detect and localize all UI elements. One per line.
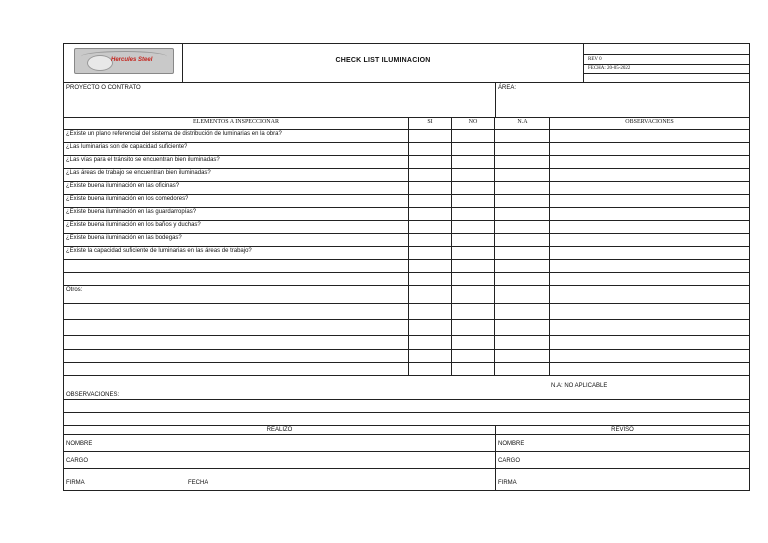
col-divider-no	[451, 117, 452, 375]
signature-divider	[495, 425, 496, 490]
checklist-sheet	[63, 43, 750, 491]
table-row: ¿Las áreas de trabajo se encuentran bien iluminadas?	[66, 170, 211, 176]
table-row: ¿Las luminarias son de capacidad suficiente?	[66, 144, 188, 150]
realizo-label: REALIZÓ	[266, 427, 293, 433]
nombre-label-realizo: NOMBRE	[66, 441, 93, 447]
obs-line	[64, 412, 749, 413]
col-header-na: N.A	[517, 119, 528, 125]
table-row: ¿Existe buena iluminación en los baños y duchas?	[66, 222, 201, 228]
project-row-top	[64, 82, 749, 83]
table-row: ¿Existe buena iluminación en las oficinas?	[66, 183, 180, 189]
rev-divider-top	[584, 54, 749, 55]
header-divider-right	[583, 44, 584, 82]
row-line	[64, 349, 749, 350]
row-line	[64, 259, 749, 260]
firma-label-reviso: FIRMA	[498, 480, 517, 486]
document-title: CHECK LIST ILUMINACION	[335, 57, 431, 64]
area-label: ÁREA:	[498, 85, 517, 91]
observaciones-label: OBSERVACIONES:	[66, 392, 120, 398]
table-row: ¿Existe un plano referencial del sistema de distribución de luminarias en la obra?	[66, 131, 282, 137]
revision-label: REV 0	[588, 57, 602, 62]
nombre-label-reviso: NOMBRE	[498, 441, 525, 447]
col-header-si: SI	[427, 119, 433, 125]
otros-label: Otros:	[66, 287, 83, 293]
row-line	[64, 335, 749, 336]
table-row: ¿Existe la capacidad suficiente de luminarias en las áreas de trabajo?	[66, 248, 252, 254]
table-row: ¿Existe buena iluminación en las guardarropías?	[66, 209, 197, 215]
na-note: N.A: NO APLICABLE	[551, 383, 608, 389]
col-divider-na	[494, 117, 495, 375]
project-label: PROYECTO O CONTRATO	[66, 85, 141, 91]
area-divider	[495, 82, 496, 117]
fecha-label-realizo: FECHA	[188, 480, 209, 486]
obs-line	[64, 399, 749, 400]
row-line	[64, 285, 749, 286]
company-logo	[74, 48, 174, 74]
signature-line	[64, 451, 749, 452]
col-header-observaciones: OBSERVACIONES	[625, 119, 674, 125]
cargo-label-reviso: CARGO	[498, 458, 521, 464]
col-divider-observaciones	[549, 117, 550, 375]
signature-header-bottom	[64, 434, 749, 435]
col-header-no: NO	[468, 119, 478, 125]
row-line	[64, 362, 749, 363]
logo-mark	[87, 55, 113, 71]
logo-brand-text: Hercules Steel	[111, 57, 153, 63]
rev-divider-bottom	[584, 73, 749, 74]
table-row: ¿Las vías para el tránsito se encuentran bien iluminadas?	[66, 157, 220, 163]
signature-line	[64, 468, 749, 469]
firma-label-realizo: FIRMA	[66, 480, 85, 486]
row-line	[64, 272, 749, 273]
cargo-label-realizo: CARGO	[66, 458, 89, 464]
row-line	[64, 319, 749, 320]
reviso-label: REVISÓ	[611, 427, 634, 433]
row-line	[64, 303, 749, 304]
table-row: ¿Existe buena iluminación en las bodegas?	[66, 235, 182, 241]
col-header-elementos: ELEMENTOS A INSPECCIONAR	[193, 119, 279, 125]
table-bottom-line	[64, 375, 749, 376]
table-row: ¿Existe buena iluminación en los comedores?	[66, 196, 189, 202]
date-label: FECHA: 20-05-2022	[588, 66, 631, 71]
col-divider-si	[408, 117, 409, 375]
